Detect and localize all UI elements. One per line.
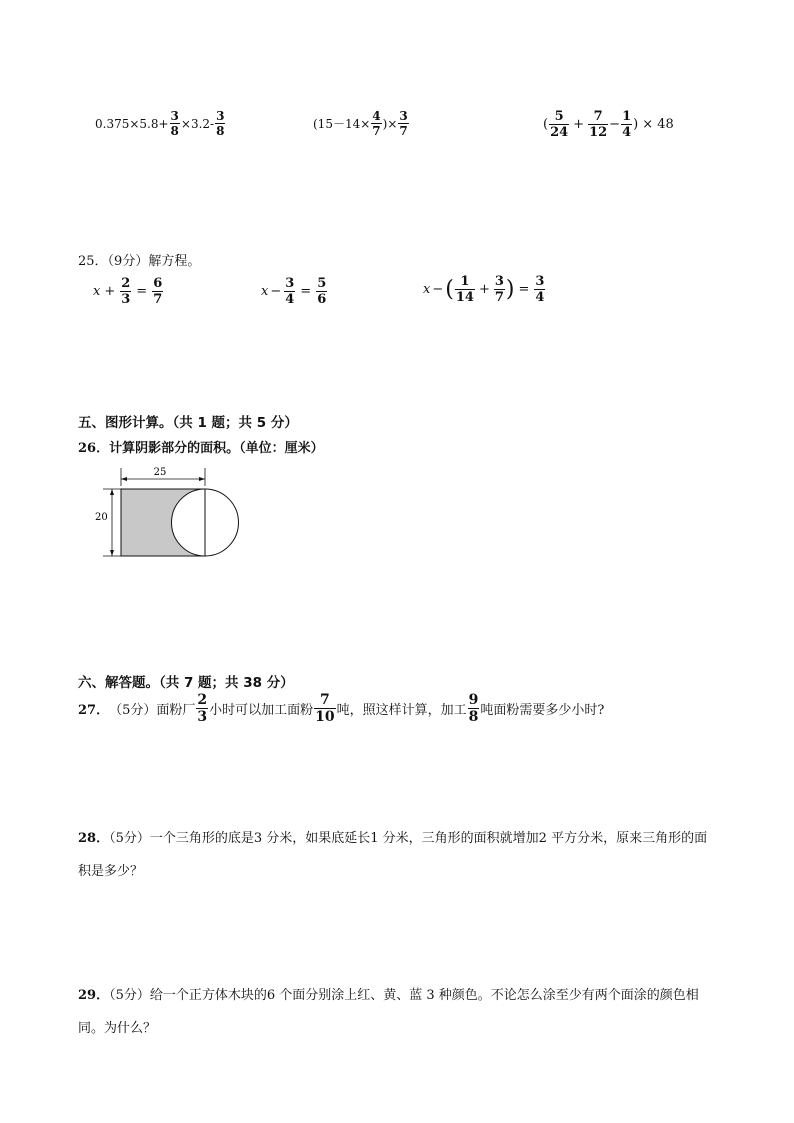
expr3-tail: × 48 xyxy=(642,117,674,132)
q27-fraction-3 xyxy=(468,693,480,724)
q25-equation-1 xyxy=(93,277,164,306)
operator: − xyxy=(432,282,444,297)
denominator: 7 xyxy=(372,124,381,138)
numerator: 5 xyxy=(554,109,564,124)
denominator: 7 xyxy=(399,124,408,138)
q27-fraction-1 xyxy=(196,693,208,724)
left-paren-icon: ( xyxy=(445,276,454,302)
q27 xyxy=(78,693,604,724)
q25-eq1-fraction-2 xyxy=(152,277,163,306)
q26-text: 26．计算阴影部分的面积。（单位：厘米） xyxy=(78,441,324,456)
q25-eq3-fraction-3 xyxy=(534,275,545,304)
q27-number: 27． xyxy=(78,703,110,718)
plus-sign: + xyxy=(478,282,490,297)
q27-text-2: 小时可以加工面粉 xyxy=(209,703,314,718)
arrow-right-icon xyxy=(199,477,205,481)
denominator: 3 xyxy=(197,709,208,725)
denominator: 6 xyxy=(317,292,327,307)
arrow-down-icon xyxy=(110,550,114,556)
variable-x: x xyxy=(423,282,431,297)
equals-sign: = xyxy=(136,284,148,299)
expr3-fraction-1 xyxy=(549,110,569,139)
q25-equation-2 xyxy=(261,277,328,306)
calc-expression-3 xyxy=(543,110,674,139)
numerator: 3 xyxy=(170,109,179,123)
width-label: 25 xyxy=(153,467,167,478)
operator: − xyxy=(270,284,282,299)
expr2-part-b: )× xyxy=(382,116,398,131)
denominator: 4 xyxy=(535,290,545,305)
expr1-part-b: ×3.2- xyxy=(180,116,215,131)
arrow-up-icon xyxy=(110,489,114,495)
numerator: 2 xyxy=(121,276,131,291)
q29 xyxy=(78,979,718,1045)
numerator: 1 xyxy=(622,109,632,124)
operator: + xyxy=(104,284,116,299)
q27-text-4: 吨面粉需要多少小时? xyxy=(480,703,605,718)
q27-fraction-2 xyxy=(314,693,335,724)
equals-sign: = xyxy=(518,282,530,297)
denominator: 7 xyxy=(494,290,504,305)
expr1-part-a: 0.375×5.8+ xyxy=(95,116,169,131)
variable-x: x xyxy=(261,284,269,299)
expr2-fraction-1 xyxy=(371,110,381,137)
denominator: 7 xyxy=(153,292,163,307)
denominator: 10 xyxy=(315,709,335,725)
denominator: 8 xyxy=(216,124,225,138)
q25-eq1-fraction-1 xyxy=(120,277,131,306)
denominator: 8 xyxy=(170,124,179,138)
section-6-title: 六、解答题。（共 7 题；共 38 分） xyxy=(78,675,294,691)
q28-number: 28． xyxy=(78,831,110,846)
expr1-fraction-2 xyxy=(215,110,225,137)
denominator: 24 xyxy=(550,125,569,140)
expr3-fraction-2 xyxy=(588,110,608,139)
q25-eq2-fraction-2 xyxy=(316,277,327,306)
q29-number: 29． xyxy=(78,988,110,1003)
section-5-title: 五、图形计算。（共 1 题；共 5 分） xyxy=(78,415,298,431)
numerator: 7 xyxy=(593,109,603,124)
q25-eq3-fraction-2 xyxy=(494,275,505,304)
q26-label xyxy=(78,437,324,456)
calc-expression-2 xyxy=(313,110,410,137)
numerator: 1 xyxy=(460,274,470,289)
denominator: 12 xyxy=(589,125,608,140)
q25-label: 25．（9分）解方程。 xyxy=(78,254,201,269)
q27-text-3: 吨，照这样计算，加工 xyxy=(336,703,467,718)
numerator: 3 xyxy=(216,109,225,123)
expr2-part-a: (15－14× xyxy=(313,117,371,131)
denominator: 14 xyxy=(455,290,474,305)
expr3-right-paren: ) xyxy=(633,117,639,132)
expr3-op-1: + xyxy=(573,117,585,132)
denominator: 4 xyxy=(622,125,632,140)
q29-text: （5分）给一个正方体木块的6 个面分别涂上红、黄、蓝 3 种颜色。不论怎么涂至少有两个面涂的颜色相同。为什么？ xyxy=(78,988,699,1036)
numerator: 9 xyxy=(468,692,479,708)
right-paren-icon: ) xyxy=(505,276,515,302)
expr3-fraction-3 xyxy=(621,110,632,139)
q27-text-1: （5分）面粉厂 xyxy=(109,703,196,718)
numerator: 3 xyxy=(399,109,408,123)
q25-eq2-fraction-1 xyxy=(284,277,295,306)
numerator: 2 xyxy=(197,692,208,708)
shaded-area-figure xyxy=(90,462,250,566)
expr2-fraction-2 xyxy=(398,110,408,137)
numerator: 7 xyxy=(320,692,330,708)
expr1-fraction-1 xyxy=(170,110,180,137)
q25-equation-3 xyxy=(423,275,546,304)
equals-sign: = xyxy=(300,284,312,299)
numerator: 3 xyxy=(285,276,295,291)
numerator: 3 xyxy=(535,274,545,289)
numerator: 4 xyxy=(372,109,381,123)
calc-expression-1 xyxy=(95,110,226,137)
variable-x: x xyxy=(93,284,101,299)
expr3-op-2: − xyxy=(609,117,621,132)
arrow-left-icon xyxy=(121,477,127,481)
q28-text: （5分）一个三角形的底是3 分米，如果底延长1 分米，三角形的面积就增加2 平方分米，原来三角形的面积是多少？ xyxy=(78,831,708,879)
denominator: 8 xyxy=(468,709,479,725)
q25-eq3-fraction-1 xyxy=(455,275,475,304)
denominator: 4 xyxy=(285,292,295,307)
numerator: 6 xyxy=(153,276,163,291)
height-label: 20 xyxy=(95,512,108,523)
expr3-left-paren: ( xyxy=(543,117,549,132)
numerator: 3 xyxy=(494,274,504,289)
denominator: 3 xyxy=(121,292,131,307)
q28 xyxy=(78,822,718,888)
numerator: 5 xyxy=(317,276,327,291)
